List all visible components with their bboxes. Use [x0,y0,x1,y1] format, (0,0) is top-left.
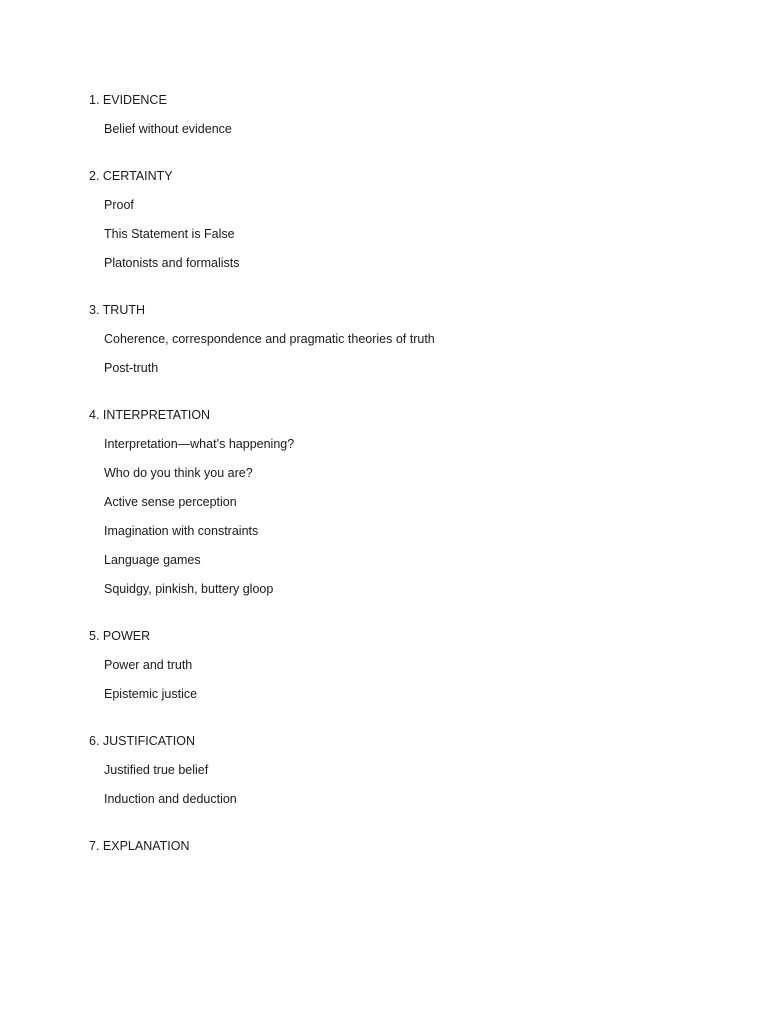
section-items [89,196,729,272]
section-interpretation [89,406,729,598]
list-item: Epistemic justice [104,687,198,701]
section-heading: 3. TRUTH [89,303,146,317]
list-item: Belief without evidence [104,122,232,136]
section-items [89,120,729,138]
list-item: Language games [104,553,201,567]
list-item: Coherence, correspondence and pragmatic theories of truth [104,332,435,346]
list-item: Justified true belief [104,763,209,777]
section-heading: 2. CERTAINTY [89,169,173,183]
list-item: Imagination with constraints [104,524,259,538]
section-evidence [89,91,729,138]
list-item: Proof [104,198,134,212]
list-item: Who do you think you are? [104,466,253,480]
list-item: Platonists and formalists [104,256,240,270]
section-items [89,656,729,703]
section-justification [89,732,729,808]
list-item: This Statement is False [104,227,235,241]
list-item: Induction and deduction [104,792,237,806]
section-items [89,435,729,598]
list-item: Post-truth [104,361,159,375]
list-item: Power and truth [104,658,193,672]
section-heading: 5. POWER [89,629,151,643]
table-of-contents [89,91,729,884]
section-items [89,330,729,377]
section-power [89,627,729,703]
section-items [89,761,729,808]
section-explanation [89,837,729,855]
section-certainty [89,167,729,272]
list-item: Squidgy, pinkish, buttery gloop [104,582,274,596]
section-truth [89,301,729,377]
section-heading: 4. INTERPRETATION [89,408,211,422]
list-item: Active sense perception [104,495,237,509]
section-heading: 1. EVIDENCE [89,93,167,107]
section-heading: 7. EXPLANATION [89,839,190,853]
list-item: Interpretation—what’s happening? [104,437,295,451]
section-heading: 6. JUSTIFICATION [89,734,196,748]
